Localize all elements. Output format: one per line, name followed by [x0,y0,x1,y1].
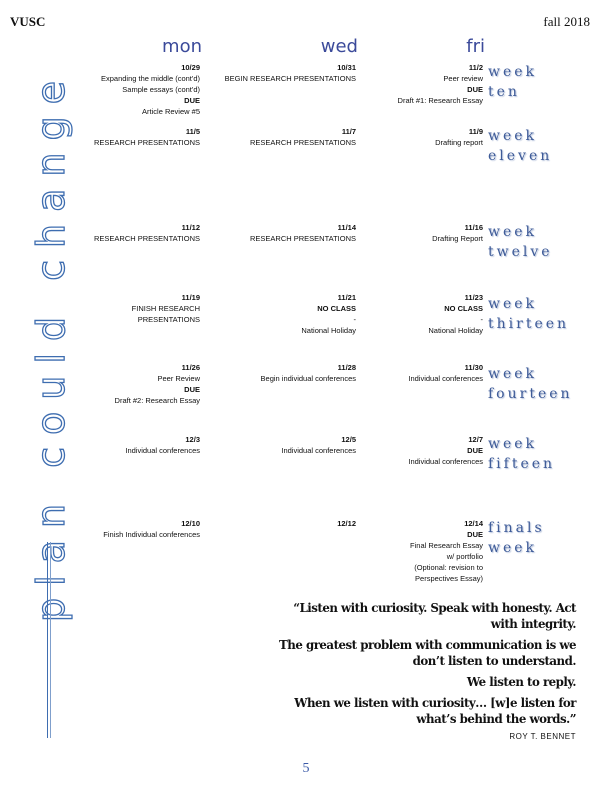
week-label-line: week [488,366,538,382]
week-label-line: finals [488,520,545,536]
week-label-line: thirteen [488,316,570,332]
side-rule-inner [50,542,51,738]
date-label: 11/7 [341,127,356,136]
date-label: 11/5 [185,127,200,136]
date-label: 11/14 [337,223,356,232]
term-label: fall 2018 [543,14,590,29]
entry-text: BEGIN RESEARCH PRESENTATIONS [224,74,356,83]
entry-text: Peer Review [157,374,200,383]
quote-block [270,600,576,732]
week-label [488,364,573,404]
quote-line: The greatest problem with communication is we don’t listen to understand. [278,638,576,668]
schedule-cell-fri [428,292,483,336]
schedule-cell-wed [250,126,356,148]
date-label: 11/23 [464,293,483,302]
entry-text: - [353,315,356,324]
entry-text: RESEARCH PRESENTATIONS [250,234,356,243]
entry-text: Individual conferences [408,374,483,383]
day-header-fri: fri [466,36,485,57]
entry-text: Draft #2: Research Essay [114,396,200,405]
entry-text: RESEARCH PRESENTATIONS [250,138,356,147]
side-banner [30,66,72,622]
side-text: plan could change [29,69,73,622]
schedule-cell-mon [132,292,200,325]
entry-text: Drafting Report [432,234,483,243]
due-label: DUE [184,385,200,394]
week-label-line: week [488,64,538,80]
due-label: DUE [467,446,483,455]
date-label: 11/30 [464,363,483,372]
due-label: DUE [467,85,483,94]
schedule-cell-fri [408,434,483,467]
entry-text: National Holiday [301,326,356,335]
due-label: DUE [184,96,200,105]
week-label [488,518,545,558]
entry-text: Begin individual conferences [260,374,356,383]
week-label [488,294,569,334]
schedule-cell-mon [103,518,200,540]
date-label: 11/2 [468,63,483,72]
quote-line: “Listen with curiosity. Speak with honesty. Act with integrity. [293,601,576,631]
entry-text: (Optional: revision to [414,563,483,572]
schedule-cell-wed [250,222,356,244]
due-label: DUE [467,530,483,539]
date-label: 11/9 [468,127,483,136]
entry-text: Drafting report [435,138,483,147]
schedule-cell-fri [432,222,483,244]
quote-author: ROY T. BENNET [509,732,576,741]
week-label-line: twelve [488,244,553,260]
week-label-line: eleven [488,148,553,164]
week-label-line: fourteen [488,386,573,402]
date-label: 12/3 [185,435,200,444]
schedule-cell-wed [225,62,356,84]
schedule-cell-fri [408,362,483,384]
entry-text: w/ portfolio [446,552,483,561]
day-header-wed: wed [320,36,358,57]
date-label: 11/28 [337,363,356,372]
week-label [488,62,537,102]
date-label: 12/14 [464,519,483,528]
week-label-line: week [488,540,538,556]
schedule-cell-wed [261,362,356,384]
date-label: 12/10 [181,519,200,528]
due-label: NO CLASS [317,304,356,313]
week-label-line: fifteen [488,456,556,472]
date-label: 11/21 [337,293,356,302]
entry-text: RESEARCH PRESENTATIONS [94,234,200,243]
week-label [488,222,553,262]
week-label-line: ten [488,84,520,100]
entry-text: National Holiday [428,326,483,335]
schedule-cell-fri [435,126,483,148]
page-number: 5 [302,761,310,776]
date-label: 10/29 [181,63,200,72]
week-label-line: week [488,436,538,452]
entry-text: Sample essays (cont'd) [122,85,200,94]
quote-line: We listen to reply. [466,675,576,689]
entry-text: Individual conferences [408,457,483,466]
week-label-line: week [488,224,538,240]
schedule-cell-wed [337,518,356,529]
entry-text: Draft #1: Research Essay [397,96,483,105]
date-label: 11/19 [181,293,200,302]
date-label: 12/12 [337,519,356,528]
schedule-cell-mon [115,362,200,406]
schedule-cell-mon [125,434,200,456]
schedule-cell-fri [398,62,483,106]
schedule-cell-mon [94,222,200,244]
entry-text: Individual conferences [125,446,200,455]
entry-text: FINISH RESEARCH [131,304,200,313]
quote-line: When we listen with curiosity… [w]e listen for what’s behind the words.” [294,696,576,726]
date-label: 11/26 [181,363,200,372]
side-rule [47,542,48,738]
entry-text: Individual conferences [281,446,356,455]
week-label [488,126,552,166]
entry-text: PRESENTATIONS [137,315,200,324]
entry-text: RESEARCH PRESENTATIONS [94,138,200,147]
date-label: 12/5 [341,435,356,444]
entry-text: Finish Individual conferences [103,530,200,539]
entry-text: Expanding the middle (cont'd) [101,74,200,83]
schedule-cell-wed [301,292,356,336]
week-label-line: week [488,128,538,144]
date-label: 10/31 [337,63,356,72]
week-label [488,434,555,474]
schedule-cell-fri [410,518,483,584]
entry-text: - [480,315,483,324]
date-label: 11/16 [464,223,483,232]
schedule-cell-mon [101,62,200,117]
school-name: VUSC [10,14,46,29]
week-label-line: week [488,296,538,312]
date-label: 12/7 [468,435,483,444]
entry-text: Article Review #5 [142,107,200,116]
entry-text: Peer review [443,74,483,83]
schedule-cell-mon [94,126,200,148]
date-label: 11/12 [181,223,200,232]
schedule-cell-wed [281,434,356,456]
day-header-mon: mon [162,36,202,57]
entry-text: Perspectives Essay) [415,574,483,583]
due-label: NO CLASS [444,304,483,313]
entry-text: Final Research Essay [410,541,483,550]
